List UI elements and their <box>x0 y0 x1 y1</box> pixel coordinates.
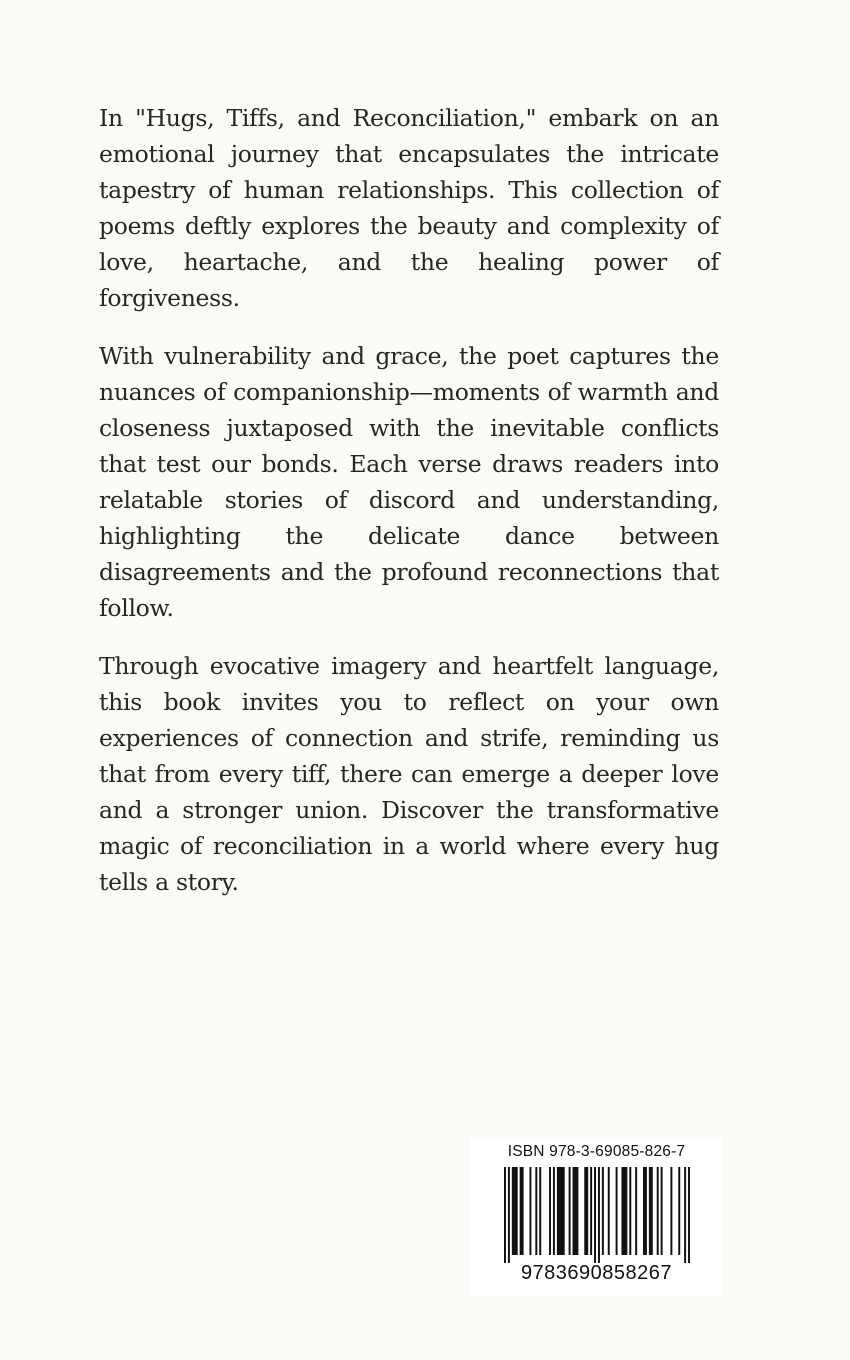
barcode-bar <box>635 1167 637 1255</box>
barcode-bar <box>553 1167 555 1255</box>
barcode-bar <box>590 1167 592 1255</box>
barcode-guard-bar <box>594 1167 596 1263</box>
barcode-bar <box>539 1167 541 1255</box>
isbn-label: ISBN 978-3-69085-826-7 <box>507 1143 686 1160</box>
barcode-bar <box>649 1167 653 1255</box>
barcode-number: 9783690858267 <box>520 1262 673 1284</box>
blurb-paragraph-3: Through evocative imagery and heartfelt language, this book invites you to reflect on your own experiences of connection and strife, reminding us that from every tiff, there can emerge a deeper love and a stronger union. Discover the transformative magic of reconciliation in a world where every hug tells a story. <box>99 652 719 896</box>
barcode-guard-bar <box>598 1167 600 1263</box>
barcode-bar <box>529 1167 531 1255</box>
blurb-paragraph-2: With vulnerability and grace, the poet captures the nuances of companionship—moments of warmth and closeness juxtaposed with the inevitable conflicts that test our bonds. Each verse draws readers into relatable stories of discord and understanding, highlighting the delicate dance between disagreements and the profound reconnections that follow. <box>99 342 719 622</box>
barcode-guard-bar <box>684 1167 686 1263</box>
isbn-barcode <box>470 1137 723 1296</box>
blurb-text <box>99 100 719 922</box>
blurb-paragraph-1: In "Hugs, Tiffs, and Reconciliation," embark on an emotional journey that encapsulates the intricate tapestry of human relationships. This collection of poems deftly explores the beauty and complexity of love, heartache, and the healing power of forgiveness. <box>99 104 719 312</box>
barcode-guard-bar <box>508 1167 510 1263</box>
barcode-bar <box>569 1167 571 1255</box>
barcode-bar <box>608 1167 610 1255</box>
barcode-bar <box>661 1167 663 1255</box>
barcode-bar <box>621 1167 627 1255</box>
barcode-bar <box>557 1167 565 1255</box>
barcode-bar <box>643 1167 647 1255</box>
barcode-bar <box>549 1167 551 1255</box>
barcode-bar <box>573 1167 579 1255</box>
barcode-bar <box>602 1167 604 1255</box>
barcode-bar <box>670 1167 672 1255</box>
barcode-bar <box>657 1167 659 1255</box>
barcode-bar <box>678 1167 680 1255</box>
barcode-bar <box>584 1167 588 1255</box>
barcode-bar <box>512 1167 518 1255</box>
barcode-bars <box>504 1167 690 1263</box>
barcode-bar <box>520 1167 524 1255</box>
barcode-guard-bar <box>688 1167 690 1263</box>
barcode-bar <box>535 1167 537 1255</box>
barcode-bar <box>616 1167 618 1255</box>
barcode-bar <box>629 1167 631 1255</box>
barcode-guard-bar <box>504 1167 506 1263</box>
